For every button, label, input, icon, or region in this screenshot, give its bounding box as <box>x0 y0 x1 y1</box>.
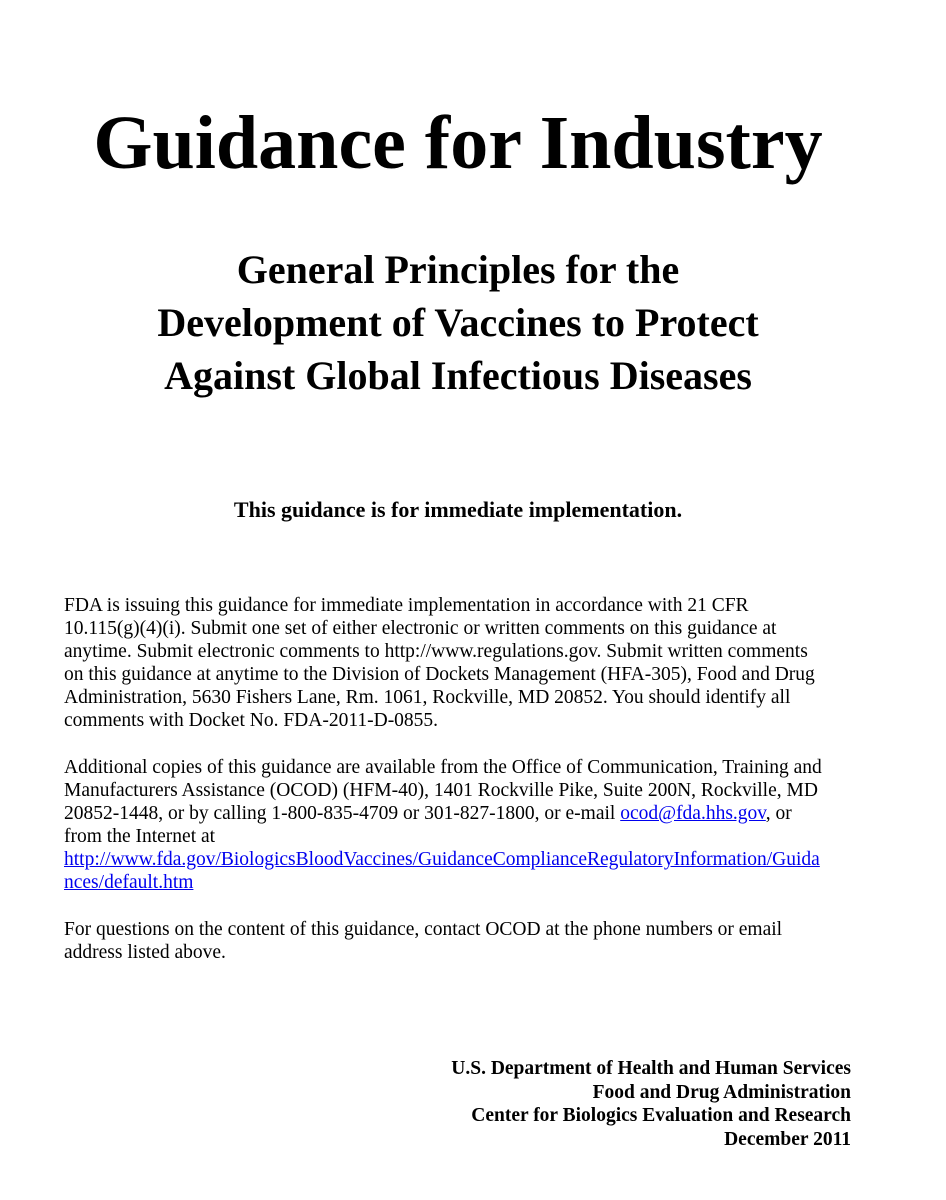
email-link[interactable]: ocod@fda.hhs.gov <box>620 803 766 824</box>
issuer-block <box>451 1057 851 1151</box>
subtitle-line: General Principles for the <box>236 247 680 292</box>
paragraph-line <box>64 802 864 825</box>
paragraph-line: anytime. Submit electronic comments to http://www.regulations.gov. Submit written comments <box>64 641 808 662</box>
paragraph-line: FDA is issuing this guidance for immediate implementation in accordance with 21 CFR <box>64 595 749 616</box>
paragraph-line: Administration, 5630 Fishers Lane, Rm. 1061, Rockville, MD 20852. You should identify all <box>64 687 791 708</box>
document-subtitle <box>0 243 916 402</box>
issuer-center: Center for Biologics Evaluation and Research <box>471 1105 851 1126</box>
issuer-department: U.S. Department of Health and Human Services <box>451 1058 851 1079</box>
copies-paragraph <box>64 756 864 894</box>
paragraph-line: 10.115(g)(4)(i). Submit one set of either electronic or written comments on this guidance at <box>64 618 777 639</box>
paragraph-line: on this guidance at anytime to the Division of Dockets Management (HFA-305), Food and Drug <box>64 664 815 685</box>
questions-paragraph <box>64 918 864 964</box>
paragraph-line: Additional copies of this guidance are available from the Office of Communication, Training and <box>64 757 822 778</box>
issue-date: December 2011 <box>724 1128 851 1150</box>
url-line[interactable]: nces/default.htm <box>64 872 194 893</box>
document-title: Guidance for Industry <box>93 101 823 185</box>
email-prefix-text: 20852-1448, or by calling 1-800-835-4709 or 301-827-1800, or e-mail <box>64 803 621 824</box>
paragraph-line: Manufacturers Assistance (OCOD) (HFM-40), 1401 Rockville Pike, Suite 200N, Rockville, MD <box>64 780 818 801</box>
subtitle-line: Development of Vaccines to Protect <box>157 300 759 345</box>
paragraph-line: address listed above. <box>64 942 226 963</box>
guidance-url-link[interactable] <box>64 848 864 894</box>
implementation-notice: This guidance is for immediate implementation. <box>233 497 683 522</box>
email-suffix-text: , or <box>765 803 792 824</box>
subtitle-line: Against Global Infectious Diseases <box>164 353 752 398</box>
paragraph-line: comments with Docket No. FDA-2011-D-0855. <box>64 710 439 731</box>
url-line[interactable]: http://www.fda.gov/BiologicsBloodVaccines/GuidanceComplianceRegulatoryInformation/Guida <box>64 849 820 870</box>
comments-paragraph <box>64 594 864 732</box>
issuer-agency: Food and Drug Administration <box>592 1081 851 1103</box>
paragraph-line: For questions on the content of this guidance, contact OCOD at the phone numbers or email <box>64 919 783 940</box>
paragraph-line: from the Internet at <box>64 826 216 847</box>
